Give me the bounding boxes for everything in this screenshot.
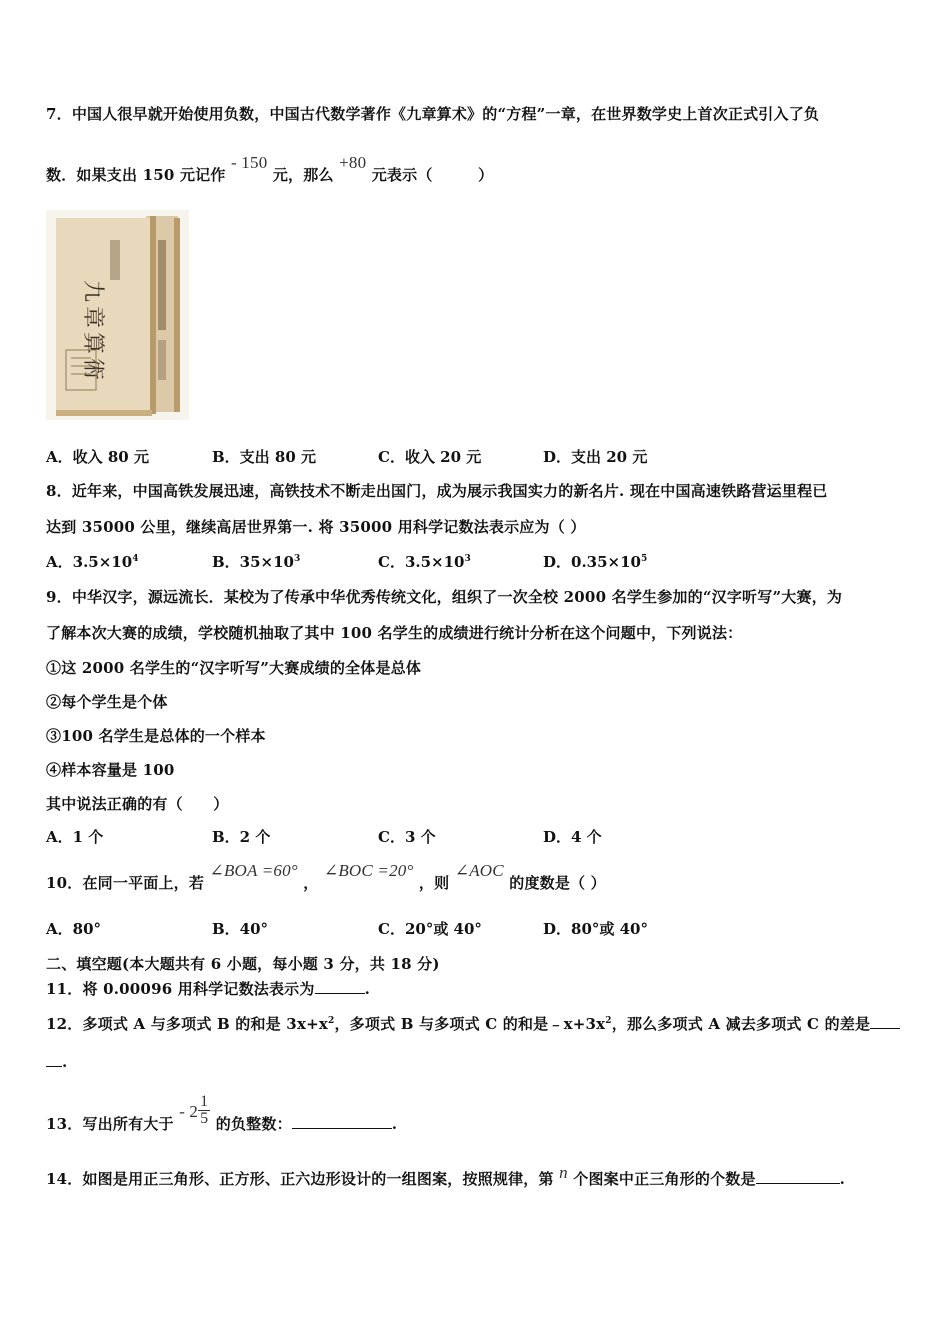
- q10-text-c: ，则: [418, 874, 450, 892]
- q11-text: 11．将 0.00096 用科学记数法表示为: [46, 980, 315, 998]
- q8-option-a-base: A．3.5×10: [46, 553, 133, 571]
- q10-math-angle-boa: ∠BOA =60°: [209, 861, 298, 880]
- q8-option-c-exp: 3: [464, 554, 471, 564]
- q9-line2: 了解本次大赛的成绩，学校随机抽取了其中 100 名学生的成绩进行统计分析在这个问题中，下列说法：: [46, 624, 743, 642]
- q13-text-a: 13．写出所有大于: [46, 1114, 174, 1133]
- q8-option-b-exp: 3: [294, 554, 301, 564]
- q7-option-d: D．支出 20 元: [543, 448, 648, 466]
- q12-sup-1: 2: [328, 1016, 335, 1026]
- q10-math-angle-aoc: ∠AOC: [454, 861, 504, 880]
- q10-text-d: 的度数是（ ）: [509, 874, 606, 892]
- q7-option-c: C．收入 20 元: [378, 448, 482, 466]
- q14-end: .: [839, 1170, 846, 1188]
- q9-item-4: ④样本容量是 100: [46, 761, 175, 779]
- q13-line: [46, 1093, 398, 1133]
- q13-answer-blank[interactable]: [292, 1114, 392, 1129]
- q10-option-a: A．80°: [46, 920, 102, 938]
- q12-end: .: [62, 1053, 68, 1071]
- q7-math-plus80: +80: [339, 153, 367, 172]
- q12-answer-blank-1[interactable]: [870, 1014, 900, 1029]
- q9-option-a: A．1 个: [46, 828, 104, 846]
- q8-option-b: [212, 551, 300, 572]
- q9-item-2: ②每个学生是个体: [46, 693, 168, 711]
- q9-line1: 9．中华汉字，源远流长．某校为了传承中华优秀传统文化，组织了一次全校 2000 名学生参加的“汉字听写”大赛，为: [46, 588, 843, 606]
- q9-item-1: ①这 2000 名学生的“汉字听写”大赛成绩的全体是总体: [46, 659, 422, 677]
- q8-option-d-exp: 5: [640, 554, 648, 564]
- q14-text-a: 14．如图是用正三角形、正方形、正六边形设计的一组图案，按照规律，第: [46, 1170, 554, 1188]
- q13-text-b: 的负整数：: [215, 1114, 292, 1133]
- q8-option-c: [378, 551, 471, 572]
- book-title-char-1: 九章算術: [80, 280, 105, 385]
- q11-line: [46, 978, 370, 999]
- q14-text-b: 个图案中正三角形的个数是: [573, 1170, 756, 1188]
- q10-text-b: ，: [303, 874, 319, 892]
- q8-line2: 达到 35000 公里，继续高居世界第一. 将 35000 用科学记数法表示应为（ ）: [46, 518, 586, 536]
- q8-option-b-base: B．35×10: [212, 553, 294, 571]
- q12-text-c: ，那么多项式 A 减去多项式 C 的差是: [611, 1015, 871, 1033]
- q12-answer-blank-2[interactable]: [46, 1052, 62, 1067]
- q7-option-b: B．支出 80 元: [212, 448, 316, 466]
- q9-option-c: C．3 个: [378, 828, 436, 846]
- q9-option-d: D．4 个: [543, 828, 602, 846]
- q10-option-c: C．20°或 40°: [378, 920, 482, 938]
- q9-item-3: ③100 名学生是总体的一个样本: [46, 727, 266, 745]
- q14-answer-blank[interactable]: [756, 1169, 840, 1184]
- q7-math-minus150: - 150: [231, 153, 268, 172]
- q10-text-a: 10．在同一平面上，若: [46, 874, 205, 892]
- q9-option-b: B．2 个: [212, 828, 271, 846]
- q12-sup-2: 2: [605, 1016, 612, 1026]
- q10-option-d: D．80°或 40°: [543, 920, 648, 938]
- q14-line: [46, 1163, 846, 1189]
- q7-text-c: 元表示（ ）: [371, 166, 494, 184]
- q7-text-a: 数．如果支出 150 元记作: [46, 166, 226, 184]
- q12-text-b: ，多项式 B 与多项式 C 的和是﹣x+3x: [334, 1015, 606, 1033]
- q7-option-a: A．收入 80 元: [46, 448, 149, 466]
- q7-text-b: 元，那么: [272, 166, 334, 184]
- q8-option-a: [46, 551, 138, 572]
- q12-line1: [46, 1013, 900, 1034]
- q13-math-whole: - 2: [179, 1101, 199, 1121]
- q13-math-fraction: [198, 1094, 210, 1127]
- q7-line1: 7．中国人很早就开始使用负数，中国古代数学著作《九章算术》的“方程”一章，在世界数学史上首次正式引入了负: [46, 105, 820, 123]
- q14-math-n: n: [559, 1163, 568, 1182]
- q13-end: .: [391, 1114, 398, 1133]
- section-2-heading: 二、填空题(本大题共有 6 小题，每小题 3 分，共 18 分): [46, 955, 440, 973]
- q10-line: [46, 861, 606, 893]
- q13-fraction-den: 5: [200, 1110, 209, 1127]
- q10-math-angle-boc: ∠BOC =20°: [323, 861, 414, 880]
- q8-line1: 8．近年来，中国高铁发展迅速，高铁技术不断走出国门，成为展示我国实力的新名片. 现在中国高速铁路营运里程已: [46, 482, 828, 500]
- q8-option-c-base: C．3.5×10: [378, 553, 465, 571]
- q9-question-end: 其中说法正确的有（ ）: [46, 795, 229, 813]
- q12-text-a: 12．多项式 A 与多项式 B 的和是 3x+x: [46, 1015, 328, 1033]
- q11-answer-blank[interactable]: [315, 979, 365, 994]
- q11-end: .: [364, 980, 371, 998]
- q8-option-a-exp: 4: [132, 554, 139, 564]
- q10-option-b: B．40°: [212, 920, 269, 938]
- q13-fraction-num: 1: [200, 1093, 209, 1110]
- q8-option-d: [543, 551, 647, 572]
- q12-line2: [46, 1052, 67, 1071]
- q7-line2: [46, 153, 494, 185]
- q8-option-d-base: D．0.35×10: [543, 553, 641, 571]
- jiuzhang-suanshu-book-image: [46, 210, 189, 420]
